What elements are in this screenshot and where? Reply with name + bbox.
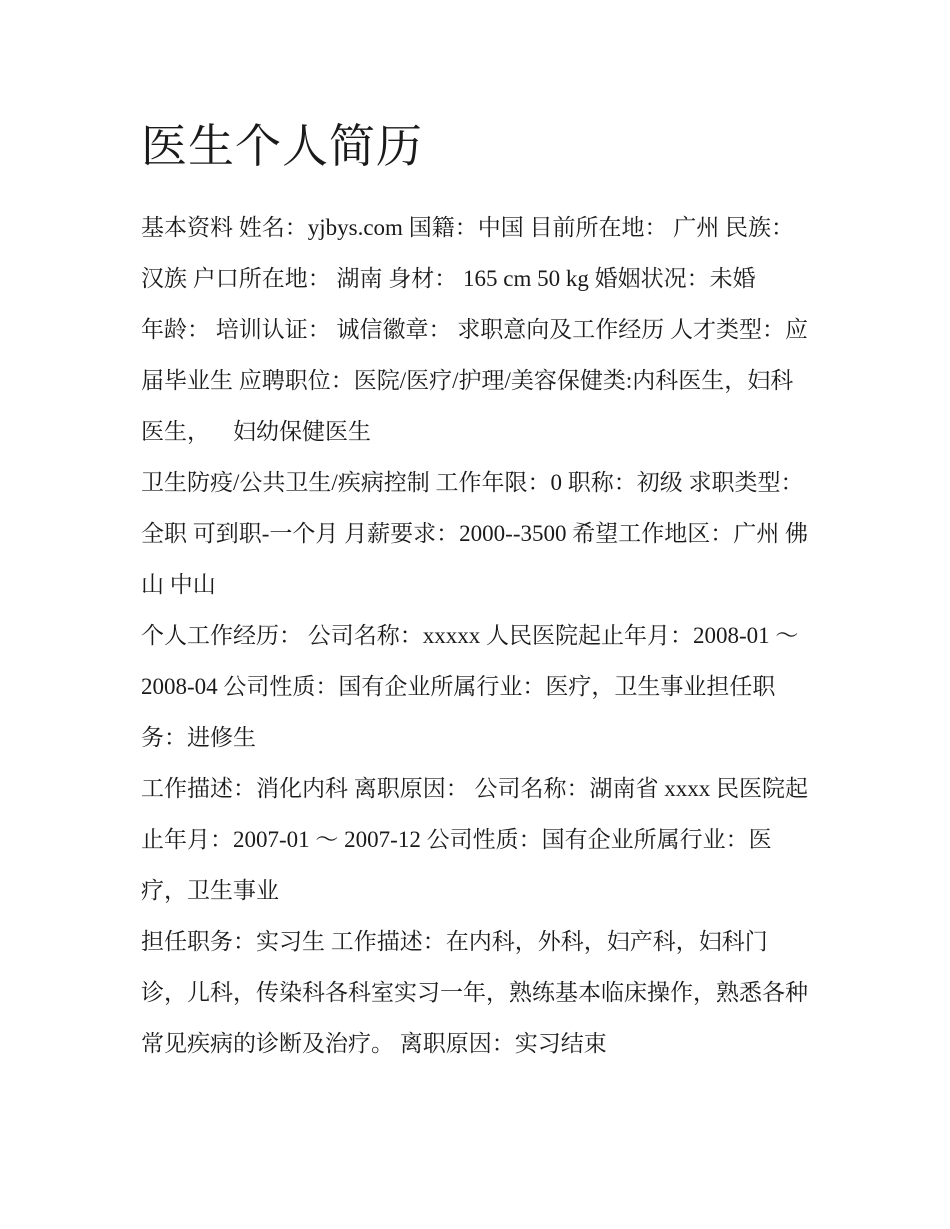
paragraph-work-experience-3: 担任职务：实习生 工作描述：在内科，外科，妇产科，妇科门诊，儿科，传染科各科室实习一年，熟练基本临床操作，熟悉各种常见疾病的诊断及治疗。 离职原因：实习结束 bbox=[141, 929, 808, 1056]
paragraph-basic-info: 基本资料 姓名：yjbys.com 国籍：中国 目前所在地： 广州 民族： 汉族 户口所在地： 湖南 身材： 165 cm 50 kg 婚姻状况：未婚 bbox=[141, 215, 800, 291]
paragraph-work-experience-1: 个人工作经历： 公司名称：xxxxx 人民医院起止年月：2008-01 ～ 2008-04 公司性质：国有企业所属行业：医疗，卫生事业担任职务：进修生 bbox=[141, 623, 805, 750]
document-title: 医生个人简历 bbox=[141, 119, 423, 173]
document-page bbox=[141, 108, 813, 1069]
paragraph-job-requirements: 卫生防疫/公共卫生/疾病控制 工作年限：0 职称：初级 求职类型：全职 可到职-一个月 月薪要求：2000--3500 希望工作地区：广州 佛山 中山 bbox=[141, 470, 808, 597]
paragraph-work-experience-2: 工作描述：消化内科 离职原因： 公司名称：湖南省 xxxx 民医院起止年月：2007-01 ～ 2007-12 公司性质：国有企业所属行业：医疗，卫生事业 bbox=[141, 776, 808, 903]
paragraph-job-intention: 年龄： 培训认证： 诚信徽章： 求职意向及工作经历 人才类型：应届毕业生 应聘职位：医院/医疗/护理/美容保健类:内科医生，妇科医生， 妇幼保健医生 bbox=[141, 317, 808, 444]
